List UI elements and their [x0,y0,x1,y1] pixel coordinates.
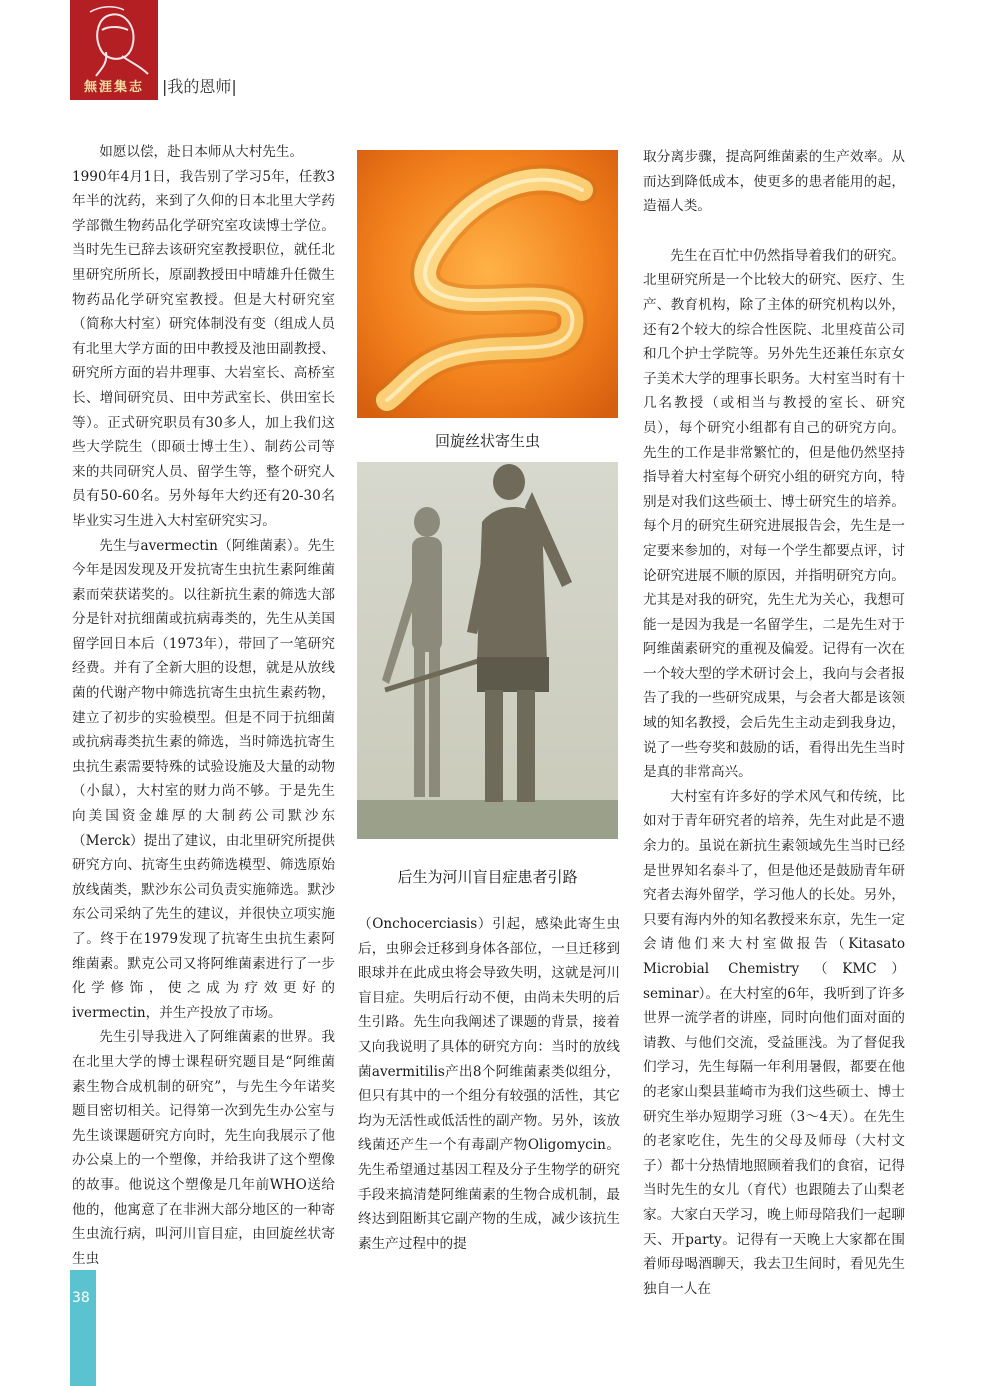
article-column-2 [358,912,620,1256]
paragraph: 大村室有许多好的学术风气和传统，比如对于青年研究者的培养，先生对此是不遗余力的。虽说在新抗生素领域先生当时已经是世界知名泰斗了，但是他还是鼓励青年研究者去海外留学，学习他人的长处。另外，只要有海内外的知名教授来东京，先生一定会请他们来大村室做报告（Kitasato Microbial Chemistry（KMC）seminar）。在大村室的6年，我听到了许多世界一流学者的讲座，同时向他们面对面的请教、与他们交流，受益匪浅。为了督促我们学习，先生每隔一年利用暑假，都要在他的老家山梨县韮崎市为我们这些硕士、博士研究生举办短期学习班（3～4天）。在先生的老家吃住，先生的父母及师母（大村文子）都十分热情地照顾着我们的食宿，记得当时先生的女儿（育代）也跟随去了山梨老家。大家白天学习，晚上师母陪我们一起聊天、开party。记得有一天晚上大家都在围着师母喝酒聊天，我去卫生间时，看见先生独自一人在 [643,788,905,1297]
article-column-3 [643,145,905,1301]
section-title: |我的恩师| [162,77,237,96]
paragraph: 先生在百忙中仍然指导着我们的研究。北里研究所是一个比较大的研究、医疗、生产、教育机构，除了主体的研究机构以外，还有2个较大的综合性医院、北里疫苗公司和几个护士学院等。另外先生还兼任东京女子美术大学的理事长职务。大村室当时有十几名教授（或相当与教授的室长、研究员），每个研究小组都有自己的研究方向。先生的工作是非常繁忙的，但是他仍然坚持指导着大村室每个研究小组的研究方向，特别是对我们这些硕士、博士研究生的培养。每个月的研究生研究进展报告会，先生是一定要来参加的，对每一个学生都要点评，讨论研究进展不顺的原因，并指明研究方向。尤其是对我的研究，先生尤为关心，我想可能一是因为我是一名留学生，二是先生对于阿维菌素研究的重视及偏爱。记得有一次在一个较大型的学术研讨会上，我向与会者报告了我的一些研究成果，与会者大都是该领域的知名教授，会后先生主动走到我身边，说了一些夸奖和鼓励的话，看得出先生当时是真的非常高兴。 [643,247,905,781]
photo-caption-1: 回旋丝状寄生虫 [434,432,540,450]
statue-photo [357,462,618,839]
paragraph: 如愿以偿，赴日本师从大村先生。 [99,144,304,160]
page-number-bar [70,1270,96,1386]
article-column-1 [72,140,335,1271]
paragraph: 1990年4月1日，我告别了学习5年，任教3年半的沈药，来到了久仰的日本北里大学药学部微生物药品化学研究室攻读博士学位。当时先生已辞去该研究室教授职位，就任北里研究所所长，原副教授田中晴雄升任微生物药品化学研究室教授。但是大村研究室（简称大村室）研究体制没有变（组成人员有北里大学方面的田中教授及池田副教授、研究所方面的岩井理事、大岩室长、高桥室长、增间研究员、田中芳武室长、供田室长等）。正式研究职员有30多人，加上我们这些大学院生（即硕士博士生）、制药公司等来的共同研究人员、留学生等，整个研究人员有50-60名。另外每年大约还有20-30名毕业实习生进入大村室研究实习。 [72,168,335,529]
photo-caption-2: 后生为河川盲目症患者引路 [397,868,578,886]
page-number: 38 [72,1290,90,1306]
logo-text: 無涯集志 [83,80,144,95]
paragraph: 先生与avermectin（阿维菌素）。先生今年是因发现及开发抗寄生虫抗生素阿维菌素而荣获诺奖的。以往新抗生素的筛选大部分是针对抗细菌或抗病毒类的，先生从美国留学回日本后（1973年），带回了一笔研究经费。并有了全新大胆的设想，就是从放线菌的代谢产物中筛选抗寄生虫抗生素药物，建立了初步的实验模型。但是不同于抗细菌或抗病毒类抗生素的筛选，当时筛选抗寄生虫抗生素需要特殊的试验设施及大量的动物（小鼠），大村室的财力尚不够。于是先生向美国资金雄厚的大制药公司默沙东（Merck）提出了建议，由北里研究所提供研究方向、抗寄生虫药筛选模型、筛选原始放线菌类，默沙东公司负责实施筛选。默沙东公司采纳了先生的建议，并很快立项实施了。终于在1979发现了抗寄生虫抗生素阿维菌素。默克公司又将阿维菌素进行了一步化学修饰，使之成为疗效更好的ivermectin，并生产投放了市场。 [72,537,335,1021]
paragraph: （Onchocerciasis）引起，感染此寄生虫后，虫卵会迁移到身体各部位，一旦迁移到眼球并在此成虫将会导致失明，这就是河川盲目症。失明后行动不便，由尚未失明的后生引路。先生向我阐述了课题的背景，接着又向我说明了具体的研究方向：当时的放线菌avermitilis产出8个阿维菌素类似组分，但只有其中的一个组分有较强的活性，其它均为无活性或低活性的副产物。另外，该放线菌还产生一个有毒副产物Oligomycin。先生希望通过基因工程及分子生物学的研究手段来搞清楚阿维菌素的生物合成机制，最终达到阻断其它副产物的生成，减少该抗生素生产过程中的提 [358,916,620,1252]
paragraph: 取分离步骤，提高阿维菌素的生产效率。从而达到降低成本，使更多的患者能用的起，造福人类。 [643,149,905,215]
parasite-worm-photo [357,150,618,418]
paragraph: 先生引导我进入了阿维菌素的世界。我在北里大学的博士课程研究题目是“阿维菌素生物合成机制的研究”，与先生今年诺奖题目密切相关。记得第一次到先生办公室与先生谈课题研究方向时，先生向我展示了他办公桌上的一个塑像，并给我讲了这个塑像的故事。他说这个塑像是几年前WHO送给他的，他寓意了在非洲大部分地区的一种寄生虫流行病，叫河川盲目症，由回旋丝状寄生虫 [72,1029,335,1267]
